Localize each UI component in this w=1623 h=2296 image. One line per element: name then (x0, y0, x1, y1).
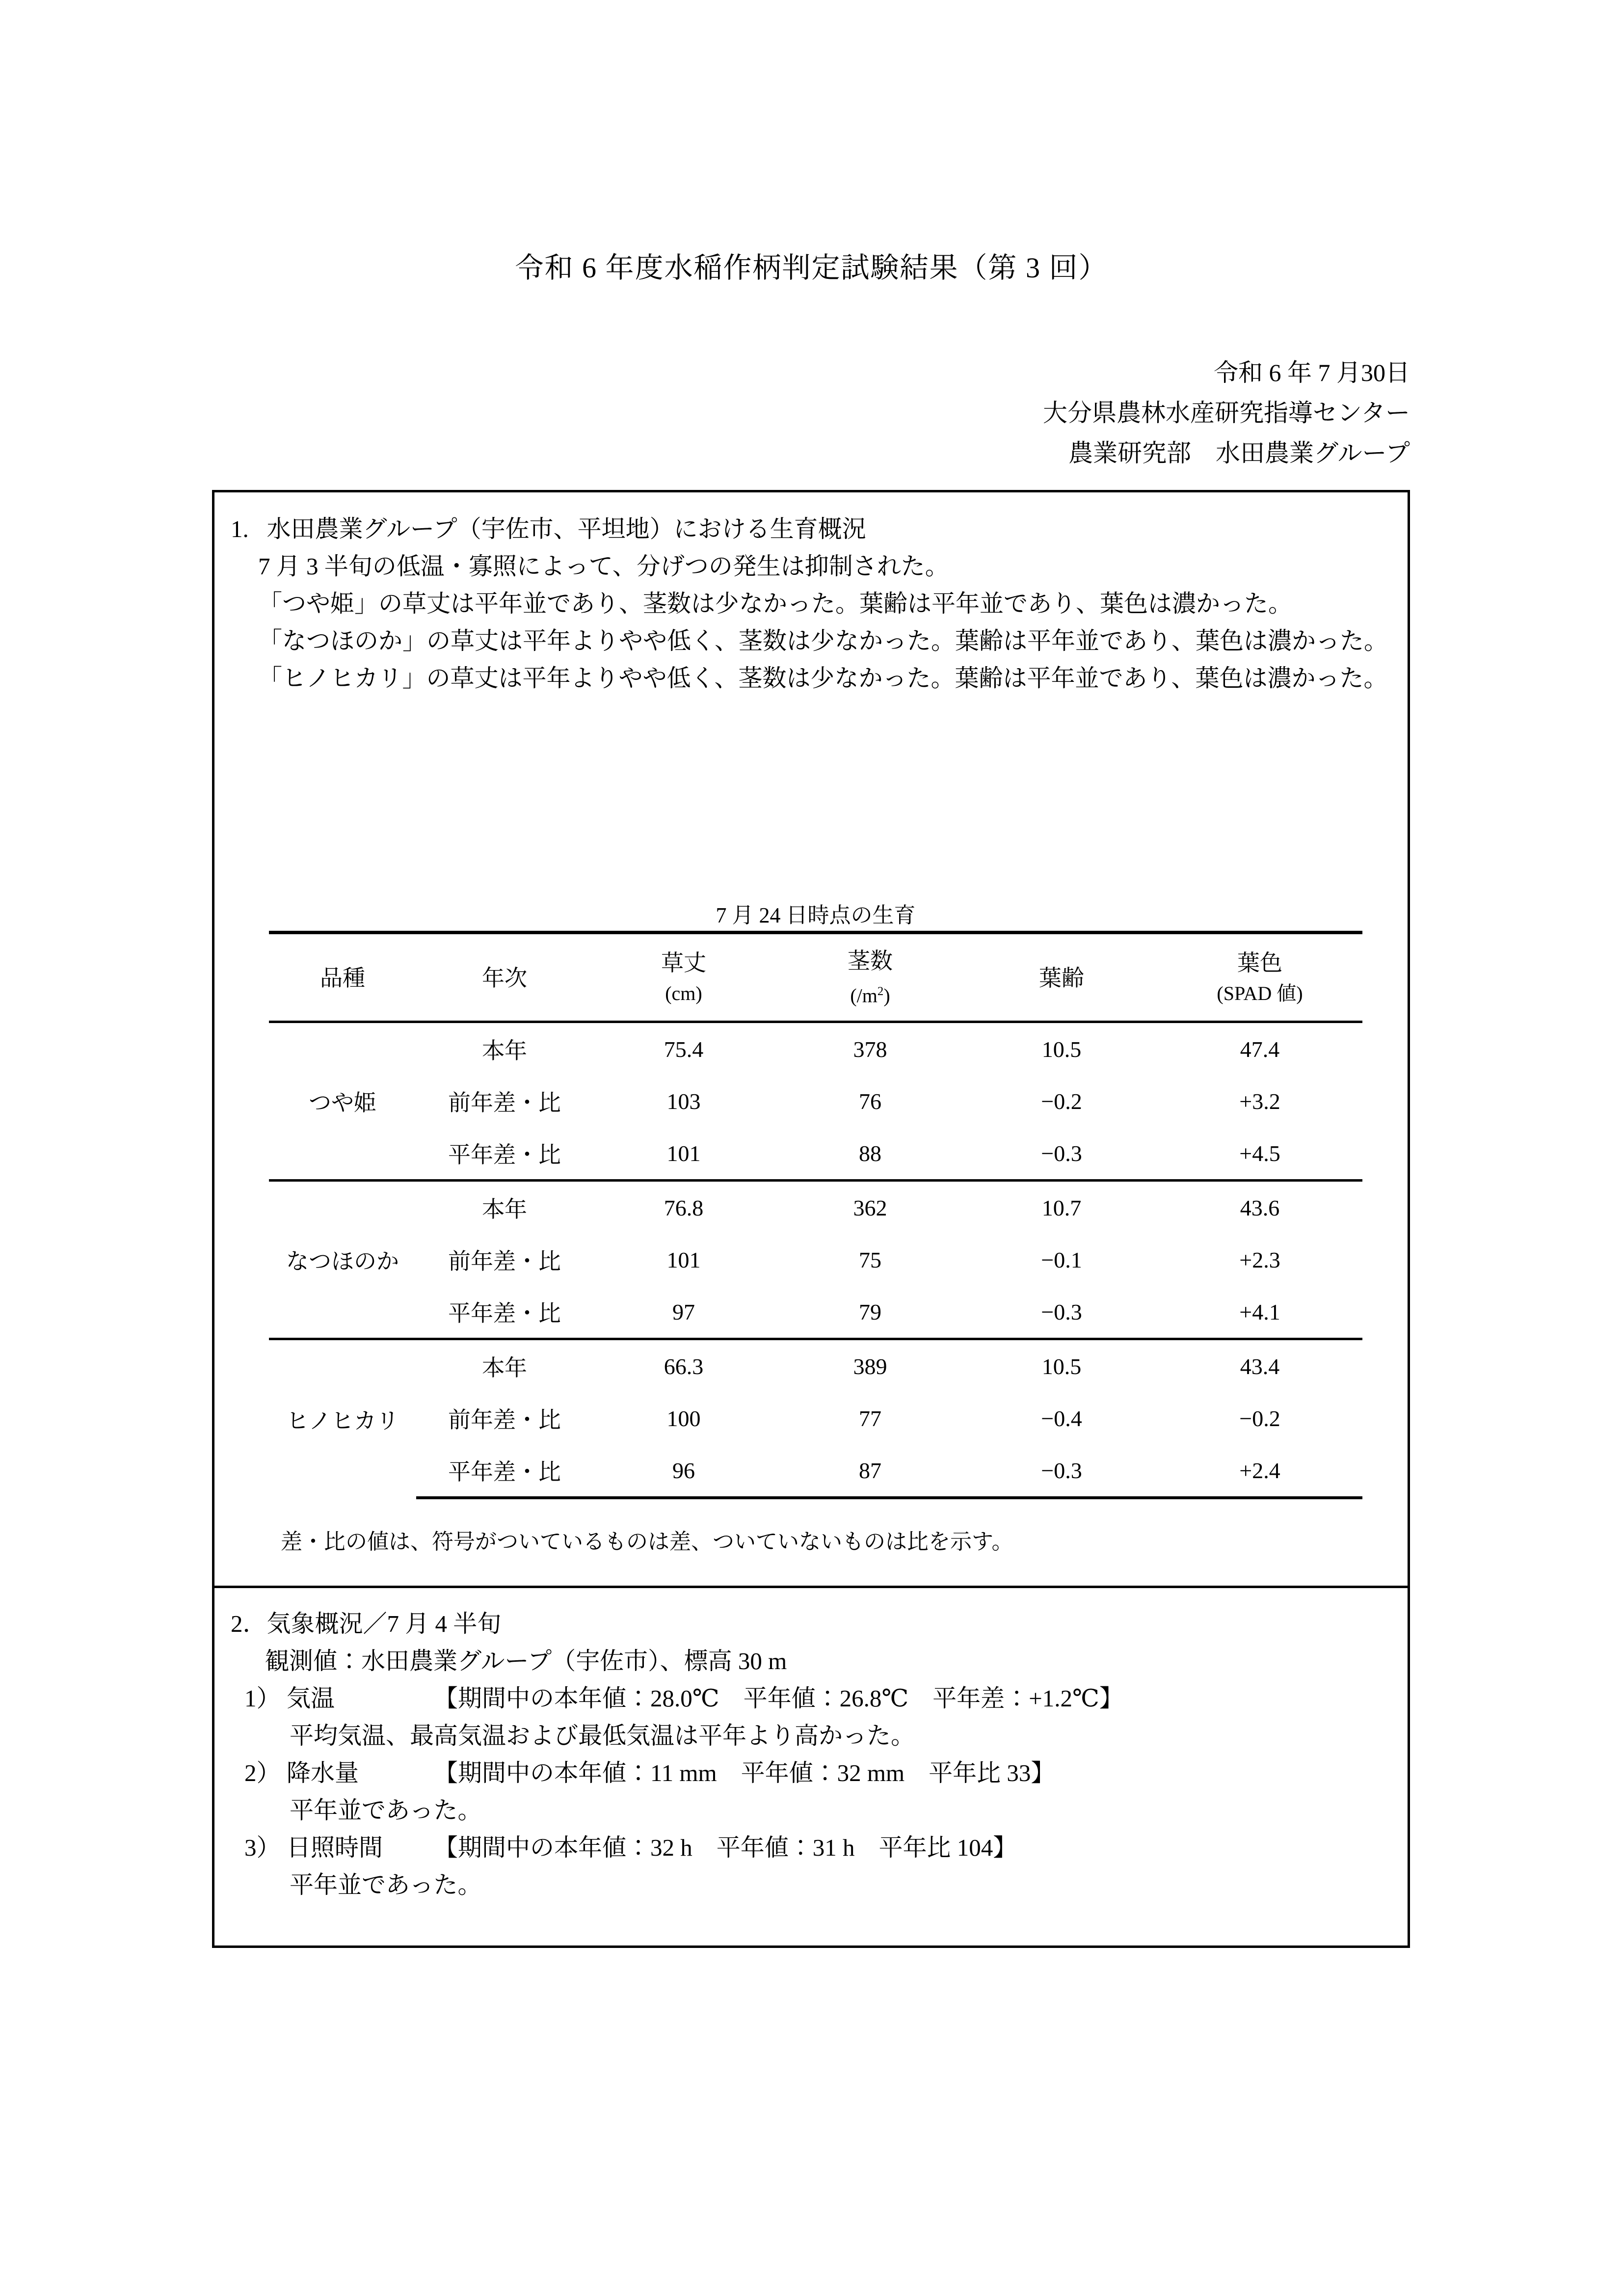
section-1-paragraph-3: 「なつほのか」の草丈は平年よりやや低く、茎数は少なかった。葉齢は平年並であり、葉色は濃かった。 (258, 627, 1388, 654)
header-stems-unit-pre: (/m (850, 984, 878, 1007)
value-leaf-age: −0.3 (966, 1444, 1157, 1498)
header-department: 農業研究部 水田農業グループ (1068, 439, 1410, 467)
value-leaf-color: +4.5 (1239, 1140, 1280, 1166)
section-1-heading (231, 511, 1394, 548)
table-row (269, 1022, 1362, 1076)
value-leaf-color: +2.3 (1239, 1247, 1280, 1272)
value-leaf-age: 10.5 (966, 1022, 1157, 1076)
weather-item-1-number: 1） (244, 1685, 281, 1712)
header-stems-unit-sup: 2 (877, 984, 884, 998)
section-1-paragraph-2: 「つや姫」の草丈は平年並であり、茎数は少なかった。葉齢は平年並であり、葉色は濃かった。 (258, 590, 1293, 617)
section-1-paragraph-4: 「ヒノヒカリ」の草丈は平年よりやや低く、茎数は少なかった。葉齢は平年並であり、葉色は濃かった。 (258, 665, 1388, 692)
value-leaf-color: +3.2 (1239, 1088, 1280, 1114)
year-label: 前年差・比 (448, 1090, 561, 1115)
header-stems-unit-post: ) (883, 984, 890, 1007)
table-row (269, 1339, 1362, 1393)
value-height: 76.8 (593, 1181, 774, 1234)
value-leaf-age: 10.7 (966, 1181, 1157, 1234)
value-leaf-color: +2.4 (1157, 1444, 1362, 1498)
value-stems: 88 (859, 1140, 881, 1166)
header-leaf-color-unit: (SPAD 値) (1217, 982, 1303, 1004)
weather-item-2-values: 【期間中の本年値：11 mm 平年値：32 mm 平年比 33】 (434, 1759, 1055, 1786)
year-label: 平年差・比 (416, 1444, 593, 1498)
value-stems: 76 (859, 1088, 881, 1114)
year-label: 本年 (416, 1181, 593, 1234)
value-stems: 77 (859, 1405, 881, 1431)
value-stems: 87 (774, 1444, 966, 1498)
value-height: 100 (666, 1405, 701, 1431)
year-label: 本年 (416, 1022, 593, 1076)
section-1-number: 1. (231, 515, 249, 542)
weather-item-2-description: 平年並であった。 (290, 1797, 482, 1824)
table-row (269, 1127, 1362, 1181)
header-organization: 大分県農林水産研究指導センター (1043, 399, 1410, 427)
year-label: 平年差・比 (448, 1142, 561, 1167)
value-height: 66.3 (593, 1339, 774, 1393)
value-leaf-color: −0.2 (1239, 1405, 1280, 1431)
value-height: 101 (666, 1140, 701, 1166)
year-label: 前年差・比 (448, 1407, 561, 1432)
value-height: 101 (666, 1247, 701, 1272)
weather-item-1-values: 【期間中の本年値：28.0℃ 平年値：26.8℃ 平年差：+1.2℃】 (434, 1685, 1123, 1712)
header-year: 年次 (416, 933, 593, 1022)
table-row (269, 1075, 1362, 1127)
value-leaf-age: −0.1 (1041, 1247, 1082, 1272)
header-leaf-age: 葉齢 (966, 933, 1157, 1022)
section-divider (212, 1586, 1410, 1588)
value-stems: 75 (859, 1247, 881, 1272)
value-height: 75.4 (593, 1022, 774, 1076)
weather-item-3-number: 3） (244, 1834, 281, 1861)
header-leaf-color-label: 葉色 (1237, 950, 1282, 975)
variety-name: ヒノヒカリ (269, 1339, 416, 1498)
weather-item-2 (231, 1755, 1394, 1792)
header-stems-unit (774, 976, 966, 1011)
table-row (269, 1444, 1362, 1498)
header-height (593, 933, 774, 1022)
table-header-row (269, 933, 1362, 1022)
value-leaf-age: 10.5 (966, 1339, 1157, 1393)
weather-item-2-number: 2） (244, 1759, 281, 1786)
table-footnote: 差・比の値は、符号がついているものは差、ついていないものは比を示す。 (281, 1530, 1013, 1554)
value-stems: 378 (774, 1022, 966, 1076)
weather-item-3 (231, 1829, 1394, 1866)
value-height: 103 (666, 1088, 701, 1114)
growth-table (269, 931, 1362, 1499)
header-height-unit: (cm) (665, 982, 702, 1004)
value-leaf-color: 47.4 (1157, 1022, 1362, 1076)
table-row (269, 1181, 1362, 1234)
table-row (269, 1234, 1362, 1286)
weather-item-1-description: 平均気温、最高気温および最低気温は平年より高かった。 (290, 1722, 915, 1749)
weather-item-1 (231, 1680, 1394, 1717)
section-1 (231, 511, 1394, 697)
header-leaf-color (1157, 933, 1362, 1022)
value-stems: 79 (859, 1299, 881, 1324)
header-height-label: 草丈 (661, 950, 706, 975)
value-leaf-age: −0.3 (1041, 1140, 1082, 1166)
header-stems-label: 茎数 (848, 948, 893, 973)
weather-item-1-label: 気温 (287, 1685, 335, 1712)
value-leaf-color: +4.1 (1239, 1299, 1280, 1324)
value-height: 96 (593, 1444, 774, 1498)
value-stems: 362 (774, 1181, 966, 1234)
section-1-paragraph-1: 7 月 3 半旬の低温・寡照によって、分げつの発生は抑制された。 (258, 553, 949, 580)
year-label: 前年差・比 (448, 1249, 561, 1274)
variety-name: つや姫 (269, 1022, 416, 1181)
value-leaf-age: −0.3 (1041, 1299, 1082, 1324)
value-leaf-age: −0.4 (1041, 1405, 1082, 1431)
header-date: 令和 6 年 7 月30日 (1214, 359, 1410, 386)
year-label: 平年差・比 (448, 1301, 561, 1326)
section-1-heading-text: 水田農業グループ（宇佐市、平坦地）における生育概況 (266, 515, 866, 542)
value-stems: 389 (774, 1339, 966, 1393)
header-stems (774, 933, 966, 1022)
header-variety: 品種 (269, 933, 416, 1022)
weather-item-3-values: 【期間中の本年値：32 h 平年値：31 h 平年比 104】 (434, 1834, 1017, 1861)
value-leaf-color: 43.4 (1157, 1339, 1362, 1393)
header-block (0, 352, 1410, 473)
weather-item-3-description: 平年並であった。 (290, 1871, 482, 1898)
weather-item-2-label: 降水量 (287, 1759, 359, 1786)
value-height: 97 (672, 1299, 695, 1324)
value-leaf-color: 43.6 (1157, 1181, 1362, 1234)
section-2-heading: 2．気象概況／7 月 4 半旬 (231, 1610, 502, 1637)
section-2-observation: 観測値：水田農業グループ（宇佐市）、標高 30 m (265, 1648, 787, 1675)
section-2 (231, 1605, 1394, 1904)
weather-item-3-label: 日照時間 (287, 1834, 383, 1861)
table-row (269, 1286, 1362, 1339)
year-label: 本年 (416, 1339, 593, 1393)
value-leaf-age: −0.2 (1041, 1088, 1082, 1114)
table-row (269, 1392, 1362, 1444)
growth-table-caption: 7 月 24 日時点の生育 (716, 903, 916, 927)
page-title: 令和 6 年度水稲作柄判定試験結果（第 3 回） (515, 252, 1108, 284)
variety-name: なつほのか (269, 1181, 416, 1339)
